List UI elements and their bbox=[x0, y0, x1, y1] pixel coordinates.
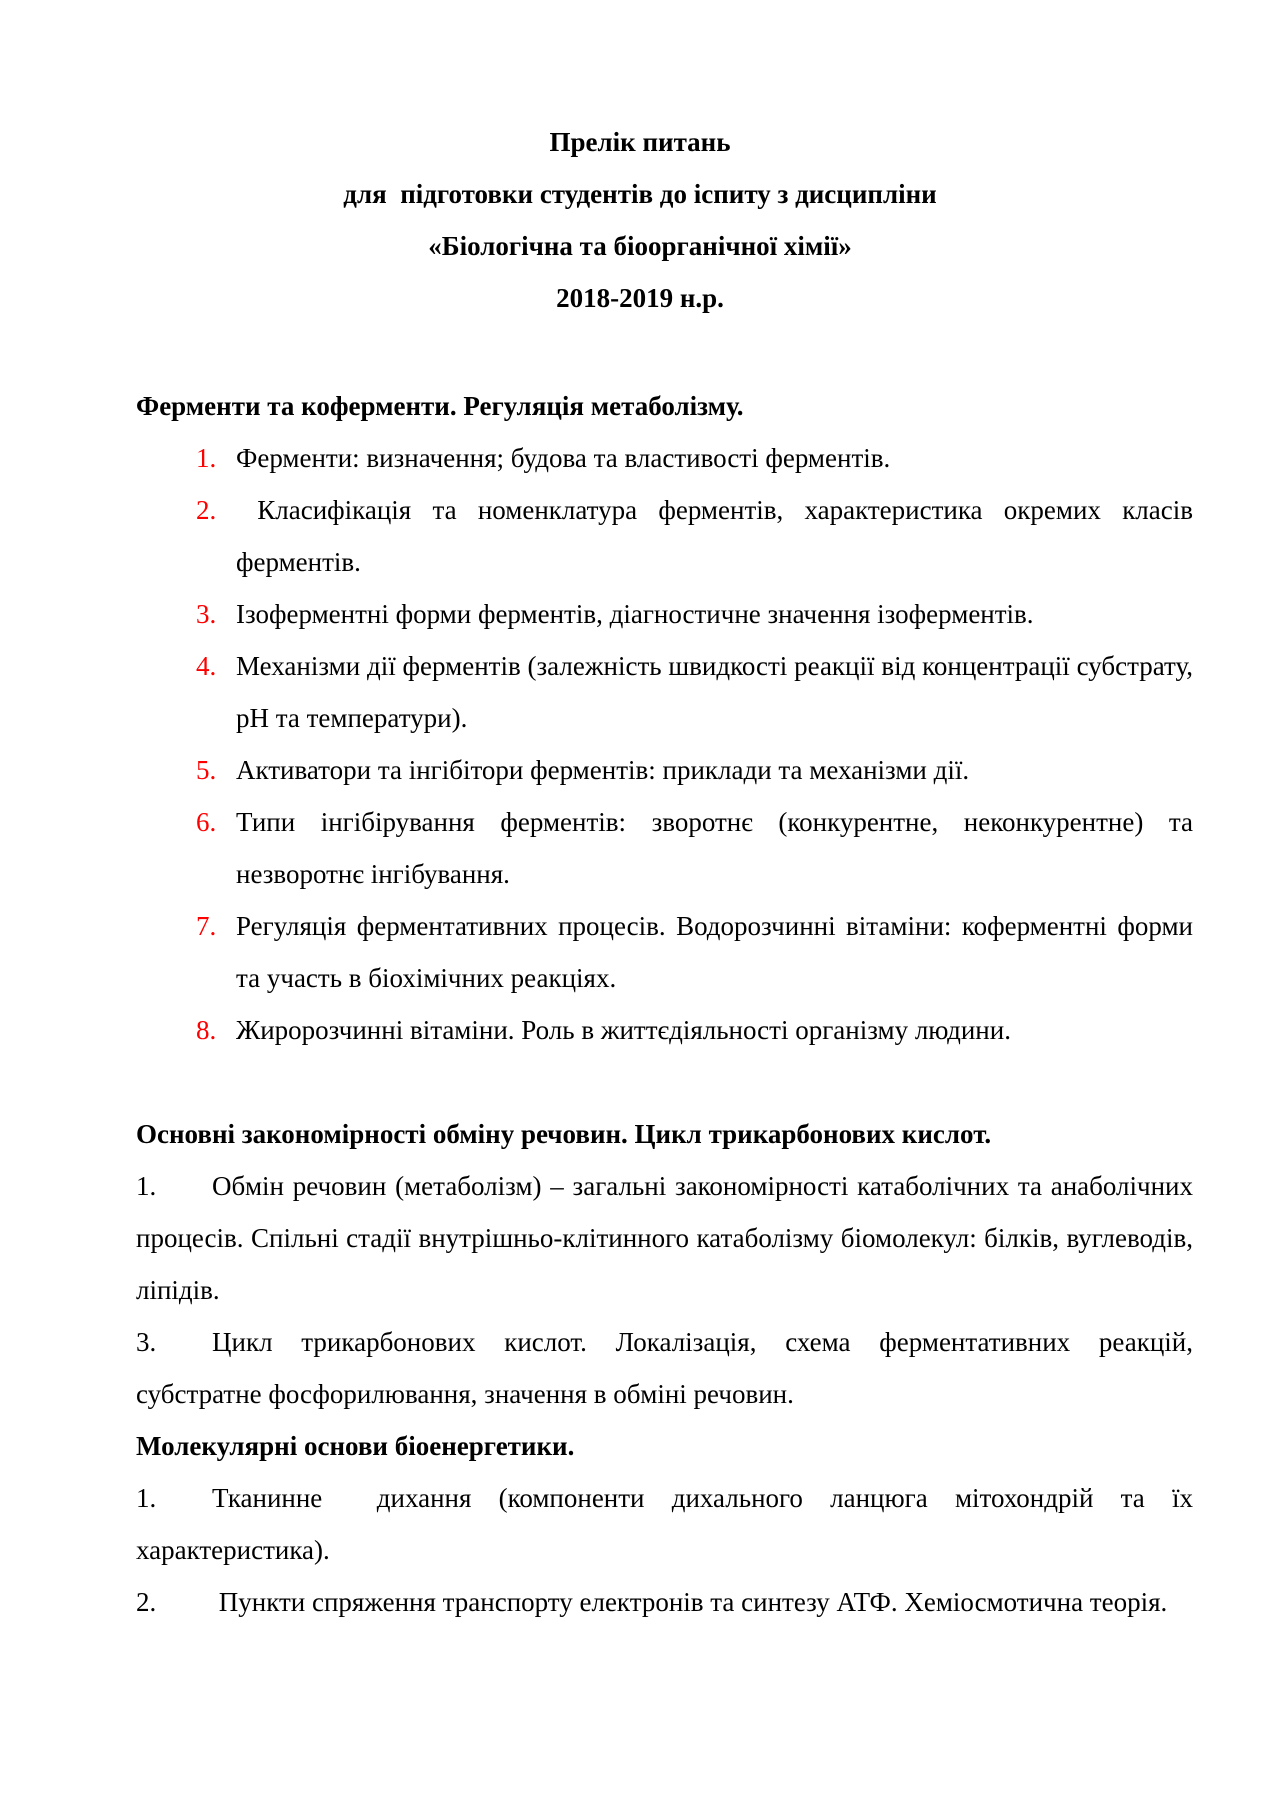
list-item-number: 2. bbox=[196, 495, 217, 525]
list-item bbox=[136, 1472, 1200, 1576]
list-item-text: Типи інгібірування ферментів: зворотнє (конкурентне, неконкурентне) та незворотнє інгібування. bbox=[236, 807, 1193, 889]
list-item bbox=[136, 796, 1193, 900]
list-item-text: Обмін речовин (метаболізм) – загальні закономірності катаболічних та анаболічних процесів. Спільні стадії внутрішньо-клітинного катаболізму біомолекул: білків, вуглеводів, ліпідів. bbox=[136, 1171, 1193, 1305]
title-line-1: Прелік питань bbox=[549, 127, 731, 157]
document-title bbox=[0, 116, 1280, 324]
spacer bbox=[136, 1056, 1193, 1108]
list-item-text: Тканинне дихання (компоненти дихального ланцюга мітохондрій та їх характеристика). bbox=[136, 1483, 1200, 1565]
title-line-4: 2018-2019 н.р. bbox=[556, 283, 724, 313]
list-item bbox=[136, 900, 1193, 1004]
section-heading-bioenergetics: Молекулярні основи біоенергетики. bbox=[136, 1431, 575, 1461]
list-item-number: 4. bbox=[196, 651, 217, 681]
list-item-text: Механізми дії ферментів (залежність швидкості реакції від концентрації субстрату, рН та температури). bbox=[236, 651, 1193, 733]
list-item bbox=[136, 1316, 1193, 1420]
list-item-text: Ферменти: визначення; будова та властивості ферментів. bbox=[236, 443, 891, 473]
list-item-text: Регуляція ферментативних процесів. Водорозчинні вітаміни: коферментні форми та участь в біохімічних реакціях. bbox=[236, 911, 1193, 993]
section-heading-metabolism: Основні закономірності обміну речовин. Цикл трикарбонових кислот. bbox=[136, 1119, 992, 1149]
list-item-text: Активатори та інгібітори ферментів: приклади та механізми дії. bbox=[236, 755, 970, 785]
title-line-3: «Біологічна та біоорганічної хімії» bbox=[428, 231, 852, 261]
list-item-text: Класифікація та номенклатура ферментів, характеристика окремих класів ферментів. bbox=[236, 495, 1207, 577]
list-item bbox=[136, 484, 1207, 588]
list-item-number: 6. bbox=[196, 807, 217, 837]
list-item-number: 2. bbox=[136, 1587, 157, 1617]
list-item-number: 8. bbox=[196, 1015, 217, 1045]
list-item bbox=[136, 1004, 1193, 1056]
list-item-text: Цикл трикарбонових кислот. Локалізація, схема ферментативних реакцій, субстратне фосфорилювання, значення в обміні речовин. bbox=[136, 1327, 1193, 1409]
list-item-number: 1. bbox=[136, 1483, 157, 1513]
document-body bbox=[136, 380, 1207, 1628]
title-line-2: для підготовки студентів до іспиту з дисципліни bbox=[343, 179, 937, 209]
list-item bbox=[136, 1576, 1193, 1628]
list-item-number: 3. bbox=[196, 599, 217, 629]
list-item-text: Ізоферментні форми ферментів, діагностичне значення ізоферментів. bbox=[236, 599, 1034, 629]
section-heading-enzymes: Ферменти та коферменти. Регуляція метаболізму. bbox=[136, 391, 744, 421]
list-item bbox=[136, 1160, 1193, 1316]
list-item bbox=[136, 588, 1193, 640]
list-item-text: Жиророзчинні вітаміни. Роль в життєдіяльності організму людини. bbox=[236, 1015, 1011, 1045]
list-item bbox=[136, 640, 1193, 744]
list-item-number: 1. bbox=[196, 443, 217, 473]
list-item bbox=[136, 744, 1193, 796]
list-item-text: Пункти спряження транспорту електронів та синтезу АТФ. Хеміосмотична теорія. bbox=[212, 1587, 1168, 1617]
list-item bbox=[136, 432, 1193, 484]
list-item-number: 1. bbox=[136, 1171, 157, 1201]
list-item-number: 3. bbox=[136, 1327, 157, 1357]
enzymes-list bbox=[136, 432, 1207, 1056]
list-item-number: 5. bbox=[196, 755, 217, 785]
list-item-number: 7. bbox=[196, 911, 217, 941]
